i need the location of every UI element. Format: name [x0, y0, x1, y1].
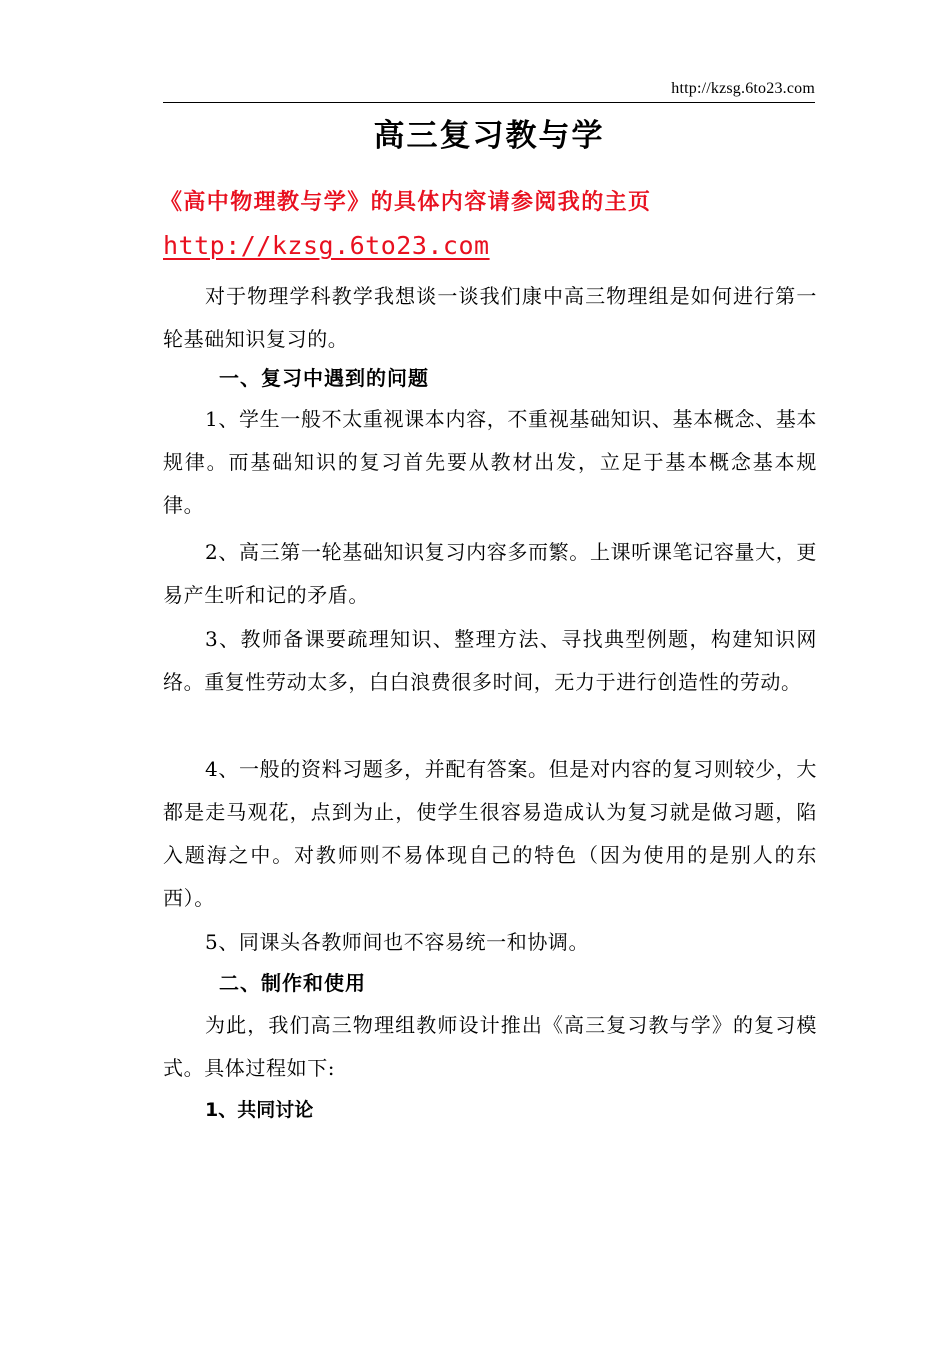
problem-item-5: 5、同课头各教师间也不容易统一和协调。 [205, 930, 590, 954]
header-divider [163, 102, 815, 103]
homepage-link[interactable]: http://kzsg.6to23.com [163, 231, 490, 260]
problem-item-1: 1、学生一般不太重视课本内容，不重视基础知识、基本概念、基本规律。而基础知识的复习首先要从教材出发，立足于基本概念基本规律。 [163, 407, 817, 517]
production-intro: 为此，我们高三物理组教师设计推出《高三复习教与学》的复习模式。具体过程如下: [163, 1013, 817, 1080]
header-url: http://kzsg.6to23.com [671, 80, 815, 97]
section-heading-problems: 一、复习中遇到的问题 [219, 366, 429, 390]
subheading-discussion: 1、共同讨论 [205, 1099, 314, 1121]
section-heading-production: 二、制作和使用 [219, 971, 366, 995]
problem-item-3: 3、教师备课要疏理知识、整理方法、寻找典型例题，构建知识网络。重复性劳动太多，白白浪费很多时间，无力于进行创造性的劳动。 [163, 627, 817, 694]
problem-item-4: 4、一般的资料习题多，并配有答案。但是对内容的复习则较少，大都是走马观花，点到为止，使学生很容易造成认为复习就是做习题，陷入题海之中。对教师则不易体现自己的特色（因为使用的是别人的东西）。 [163, 757, 817, 910]
intro-paragraph: 对于物理学科教学我想谈一谈我们康中高三物理组是如何进行第一轮基础知识复习的。 [163, 284, 817, 351]
promo-text: 《高中物理教与学》的具体内容请参阅我的主页 [160, 190, 652, 215]
document-title: 高三复习教与学 [373, 118, 605, 154]
problem-item-2: 2、高三第一轮基础知识复习内容多而繁。上课听课笔记容量大，更易产生听和记的矛盾。 [163, 540, 817, 607]
